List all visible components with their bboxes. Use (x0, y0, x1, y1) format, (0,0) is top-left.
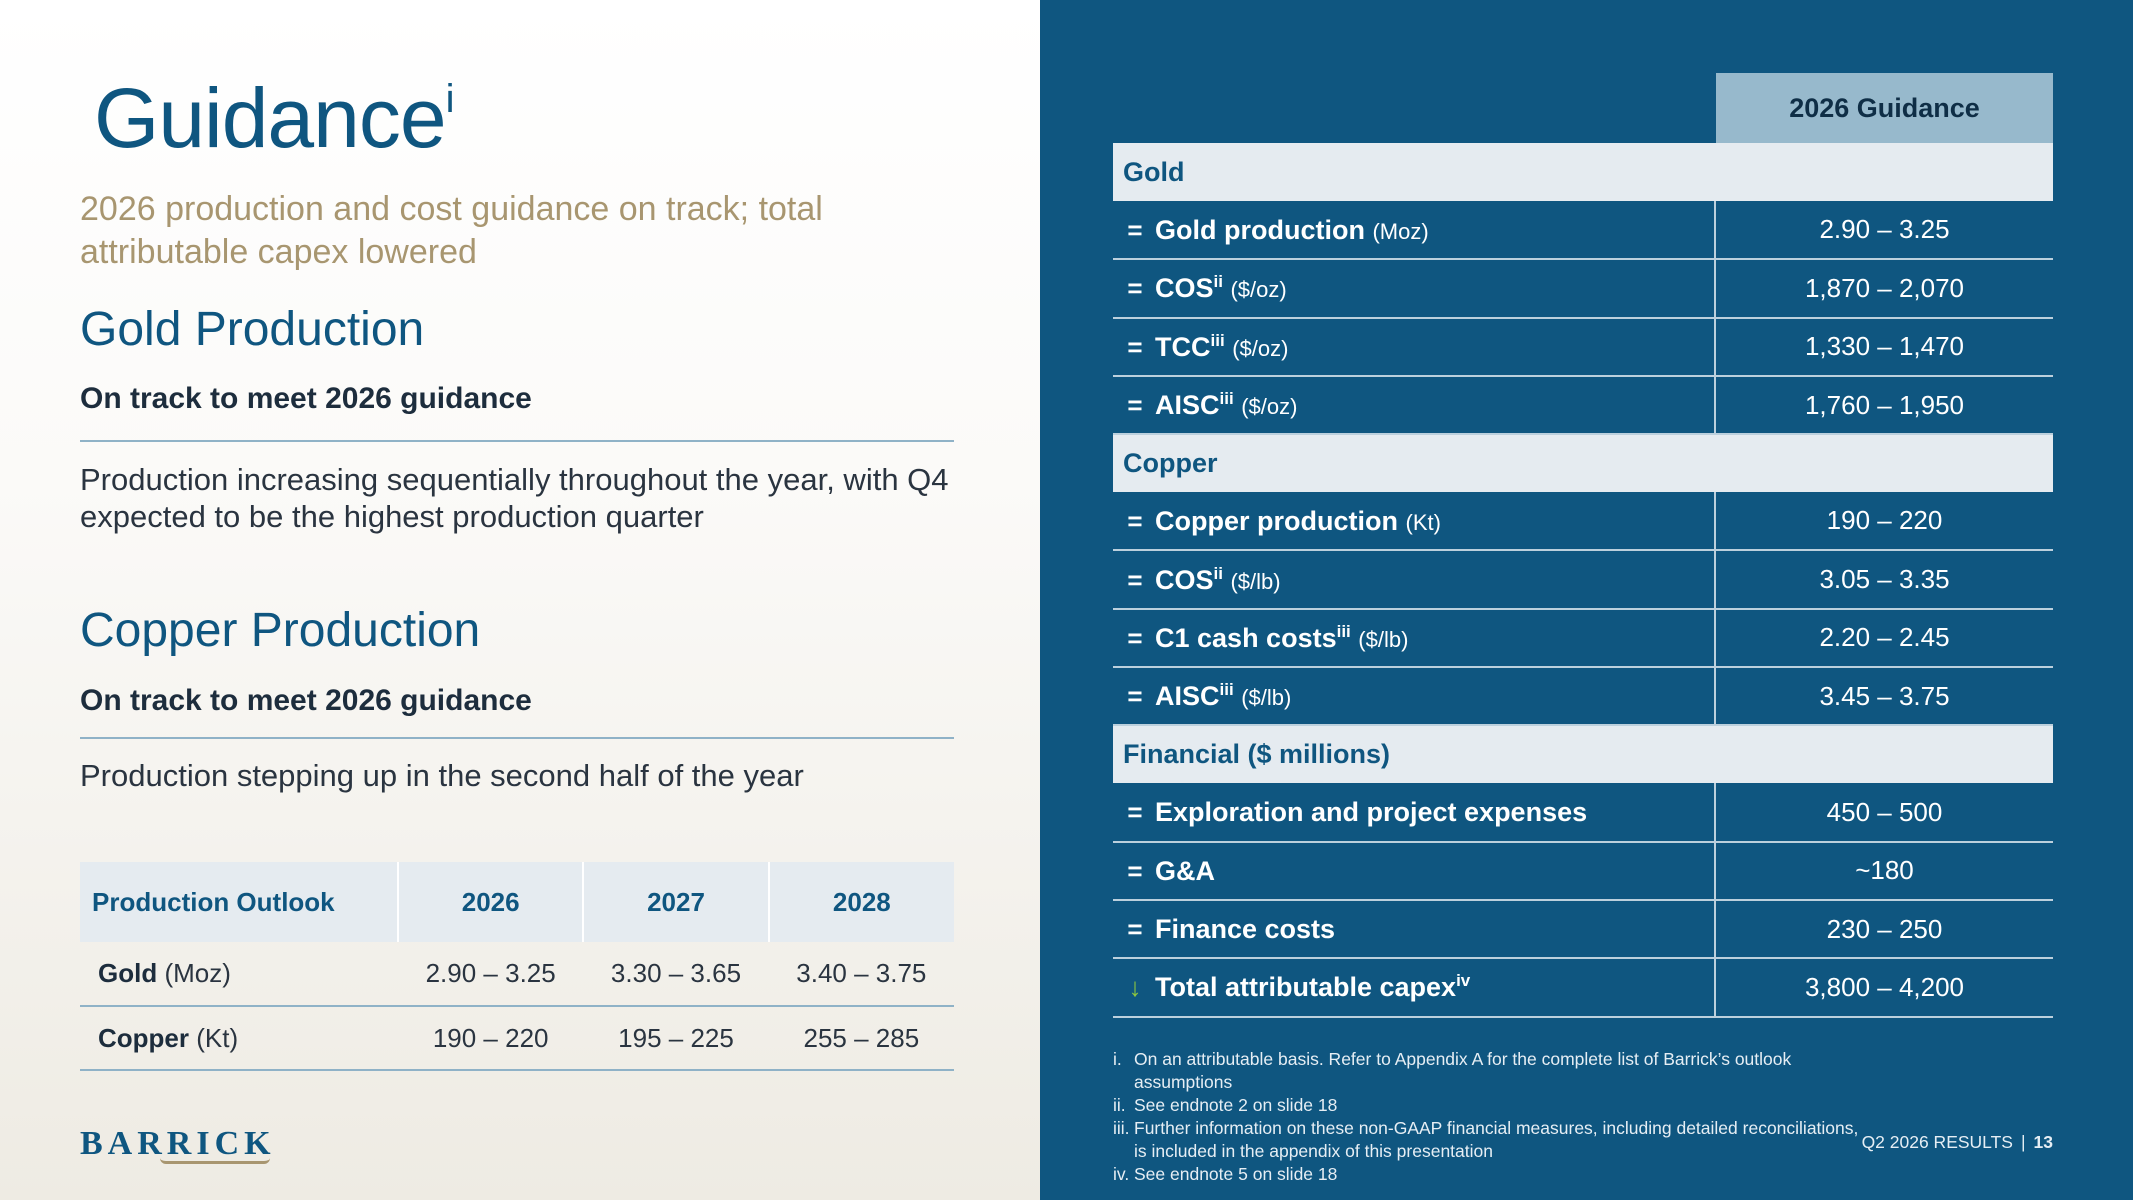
row-label (1113, 259, 1715, 317)
footer-separator: | (2020, 1132, 2026, 1152)
metric-unit: (Kt) (1405, 509, 1441, 535)
metric-name: Copper production (1155, 505, 1398, 536)
row-label (1113, 492, 1715, 550)
table-row (1113, 259, 2053, 317)
guidance-value: 1,330 – 1,470 (1715, 318, 2053, 376)
guidance-table (1113, 143, 2053, 1018)
table-cell: 195 – 225 (583, 1006, 768, 1070)
metric-unit: ($/oz) (1241, 394, 1298, 420)
footnote-text: See endnote 2 on slide 18 (1134, 1095, 1338, 1115)
divider (80, 440, 954, 442)
metric-unit: ($/oz) (1230, 277, 1287, 303)
footnote-ref: iii (1210, 330, 1225, 350)
barrick-logo: BARRICK (80, 1125, 276, 1162)
guidance-value: 2.20 – 2.45 (1715, 609, 2053, 667)
guidance-value: 190 – 220 (1715, 492, 2053, 550)
footnote-text: On an attributable basis. Refer to Appendix A for the complete list of Barrick’s outlook assumptions (1134, 1049, 1792, 1092)
row-label (1113, 550, 1715, 608)
logo-swoosh (160, 1158, 270, 1164)
table-cell: 255 – 285 (769, 1006, 954, 1070)
table-cell: 3.40 – 3.75 (769, 942, 954, 1006)
footnote (1113, 1163, 1873, 1186)
table-row (1113, 842, 2053, 900)
left-panel (0, 0, 1040, 1200)
table-cell: 190 – 220 (398, 1006, 583, 1070)
guidance-column-header: 2026 Guidance (1716, 73, 2053, 143)
table-row (1113, 550, 2053, 608)
row-label (1113, 783, 1715, 841)
page-title: Guidance$^i$ (94, 71, 454, 165)
guidance-value: 3.45 – 3.75 (1715, 667, 2053, 725)
footnote-key: i. (1113, 1049, 1122, 1069)
footnote-ref: iii (1219, 680, 1234, 700)
equal-icon: = (1127, 622, 1143, 653)
footnotes (1113, 1048, 1873, 1186)
metric-name: TCC (1155, 331, 1211, 362)
guidance-value: 230 – 250 (1715, 900, 2053, 958)
footnote-ref: ii (1213, 563, 1223, 583)
footnote-key: iii. (1113, 1118, 1130, 1138)
footnote-key: iv. (1113, 1164, 1130, 1184)
guidance-value: ~180 (1715, 842, 2053, 900)
guidance-value: 3.05 – 3.35 (1715, 550, 2053, 608)
metric-name: Gold production (1155, 214, 1365, 245)
guidance-value: 2.90 – 3.25 (1715, 201, 2053, 259)
copper-production-body: Production stepping up in the second half of the year (80, 758, 804, 793)
category-row (1113, 725, 2053, 783)
divider (80, 737, 954, 739)
metric-name: C1 cash costs (1155, 622, 1337, 653)
category-label: Financial ($ millions) (1113, 725, 2053, 783)
category-row (1113, 143, 2053, 201)
row-label (1113, 318, 1715, 376)
page-subtitle: 2026 production and cost guidance on track; total attributable capex lowered (80, 190, 823, 271)
page-number: 13 (2033, 1132, 2053, 1152)
table-row (1113, 376, 2053, 434)
metric-unit: (Moz) (1372, 218, 1429, 244)
equal-icon: = (1127, 855, 1143, 886)
equal-icon: = (1127, 914, 1143, 945)
row-label (1113, 900, 1715, 958)
guidance-value: 450 – 500 (1715, 783, 2053, 841)
column-header: 2028 (769, 862, 954, 942)
footer (1862, 1132, 2053, 1153)
footnote-ref: iv (1456, 971, 1471, 991)
row-label: Gold (Moz) (80, 942, 398, 1006)
footnote-text: Further information on these non-GAAP financial measures, including detailed reconciliations, is included in the appendix of this presentation (1134, 1118, 1859, 1161)
metric-unit: ($/lb) (1230, 568, 1281, 594)
gold-production-subheading: On track to meet 2026 guidance (80, 382, 532, 415)
row-label (1113, 376, 1715, 434)
production-outlook-table (80, 862, 954, 1071)
equal-icon: = (1127, 564, 1143, 595)
metric-name: COS (1155, 564, 1214, 595)
table-cell: 2.90 – 3.25 (398, 942, 583, 1006)
guidance-value: 1,760 – 1,950 (1715, 376, 2053, 434)
metric-unit: ($/lb) (1358, 626, 1409, 652)
row-label: Copper (Kt) (80, 1006, 398, 1070)
equal-icon: = (1127, 331, 1143, 362)
guidance-value: 1,870 – 2,070 (1715, 259, 2053, 317)
table-row (1113, 900, 2053, 958)
category-row (1113, 434, 2053, 492)
column-header: Production Outlook (80, 862, 398, 942)
row-label (1113, 842, 1715, 900)
equal-icon: = (1127, 214, 1143, 245)
table-row (1113, 667, 2053, 725)
metric-unit: ($/oz) (1232, 335, 1289, 361)
table-row (1113, 492, 2053, 550)
metric-name: G&A (1155, 855, 1215, 886)
equal-icon: = (1127, 681, 1143, 712)
row-label (1113, 667, 1715, 725)
table-row (1113, 783, 2053, 841)
table-row (80, 942, 954, 1006)
metric-name: Total attributable capex (1155, 972, 1457, 1003)
copper-production-heading: Copper Production (80, 604, 481, 657)
equal-icon: = (1127, 505, 1143, 536)
row-label (1113, 201, 1715, 259)
metric-name: AISC (1155, 390, 1220, 421)
equal-icon: = (1127, 797, 1143, 828)
metric-unit: ($/lb) (1241, 685, 1292, 711)
metric-name: Exploration and project expenses (1155, 797, 1588, 828)
equal-icon: = (1127, 390, 1143, 421)
table-header-row (80, 862, 954, 942)
gold-production-heading: Gold Production (80, 303, 425, 356)
category-label: Gold (1113, 143, 2053, 201)
down-arrow-icon: ↓ (1128, 972, 1142, 1003)
table-row (1113, 201, 2053, 259)
table-row (1113, 958, 2053, 1016)
footnote-ref: iii (1336, 621, 1351, 641)
gold-production-body: Production increasing sequentially throughout the year, with Q4 expected to be the highest production quarter (80, 462, 949, 534)
footnote-text: See endnote 5 on slide 18 (1134, 1164, 1338, 1184)
column-header: 2027 (583, 862, 768, 942)
footnote (1113, 1117, 1873, 1163)
footnote (1113, 1094, 1873, 1117)
row-label (1113, 609, 1715, 667)
category-label: Copper (1113, 434, 2053, 492)
footnote (1113, 1048, 1873, 1094)
table-cell: 3.30 – 3.65 (583, 942, 768, 1006)
copper-production-subheading: On track to meet 2026 guidance (80, 684, 532, 717)
guidance-value: 3,800 – 4,200 (1715, 958, 2053, 1016)
footnote-ref: iii (1219, 389, 1234, 409)
metric-name: COS (1155, 273, 1214, 304)
metric-name: AISC (1155, 681, 1220, 712)
table-row (80, 1006, 954, 1070)
footnote-key: ii. (1113, 1095, 1126, 1115)
footnote-ref: ii (1213, 272, 1223, 292)
column-header: 2026 (398, 862, 583, 942)
table-row (1113, 609, 2053, 667)
row-label (1113, 958, 1715, 1016)
footer-label: Q2 2026 RESULTS (1861, 1132, 2013, 1152)
equal-icon: = (1127, 273, 1143, 304)
table-row (1113, 318, 2053, 376)
metric-name: Finance costs (1155, 914, 1336, 945)
